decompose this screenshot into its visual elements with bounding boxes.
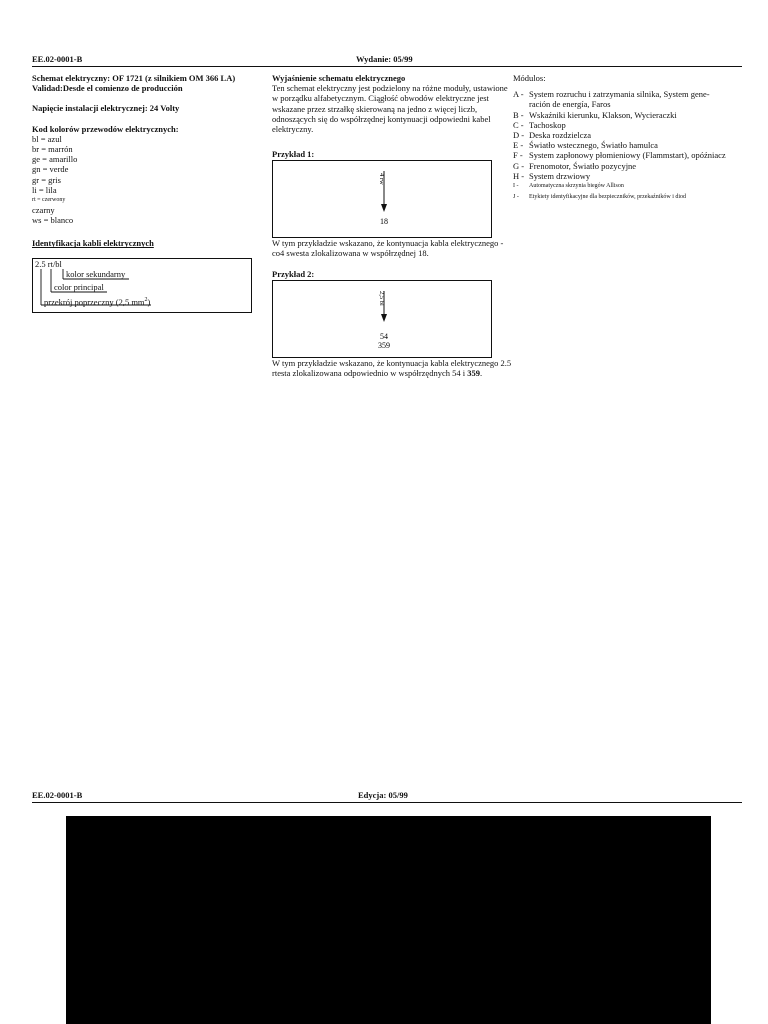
module-item [513, 161, 763, 171]
right-column [513, 73, 763, 203]
module-text: System drzwiowy [529, 170, 591, 181]
cable-section-close: ) [147, 296, 151, 307]
example2-coordinate-2: 359 [378, 341, 390, 350]
module-text: Tachoskop [529, 119, 566, 130]
example2-wire-label: 2,5 bl [378, 291, 385, 306]
module-text: System rozruchu i zatrzymania silnika, System gene- [529, 89, 710, 100]
color-code-item: bl = azul [32, 133, 62, 144]
explanation-intro: Ten schemat elektryczny jest podzielony na różne moduły, ustawione w porządku alfabetycznym. Ciągłość obwodów elektryczne jest wskazane przez strzałkę skierowaną na jedno z więcej liczb, odnoszących się do współrzędnej kontynuacji odpowiedni kabel elektryczny. [272, 83, 508, 135]
document-id: EE.02-0001-B [32, 790, 83, 800]
explanation-title: Wyjaśnienie schematu elektrycznego [272, 73, 406, 83]
example2-box [272, 280, 492, 358]
module-item [513, 110, 763, 120]
left-column [32, 73, 262, 249]
edition-label: Wydanie: 05/99 [356, 54, 413, 64]
cable-id-title: Identyfikacja kabli elektrycznych [32, 238, 154, 249]
document-id: EE.02-0001-B [32, 54, 83, 64]
cable-secondary-label: kolor sekundarny [66, 269, 126, 279]
module-key: B - [513, 109, 524, 120]
example2-caption-end: . [479, 368, 483, 379]
module-item [513, 120, 763, 130]
example2-label: Przykład 2: [272, 269, 315, 279]
module-text: Automatyczna skrzynia biegów Allison [529, 183, 624, 190]
header-rule [32, 66, 742, 67]
module-key [513, 99, 529, 109]
color-code-item: rt = czerwony [32, 197, 66, 204]
example1-caption: W tym przykładzie wskazano, że kontynuacja kabla elektrycznego - co4 swesta zlokalizowana w współrzędnej 18. [272, 238, 504, 259]
modules-title: Módulos: [513, 73, 546, 83]
modules-list [513, 89, 763, 203]
example2-coordinate-1: 54 [380, 332, 388, 341]
module-key: C - [513, 119, 524, 130]
module-key: H - [513, 170, 525, 181]
header-rule [32, 802, 742, 803]
module-item [513, 99, 763, 109]
color-code-item: br = marrón [32, 144, 73, 155]
down-arrow-icon [381, 314, 387, 322]
module-item [513, 181, 763, 192]
module-item [513, 89, 763, 99]
voltage-text: Napięcie instalacji elektrycznej: 24 Volty [32, 103, 180, 114]
color-code-list [32, 134, 262, 226]
down-arrow-icon [381, 204, 387, 212]
example1-label: Przykład 1: [272, 149, 315, 159]
module-item [513, 150, 763, 160]
cable-section-text: przekrój poprzeczny (2,5 mm [44, 296, 145, 307]
schematic-image-area [66, 816, 711, 1024]
example1-wire-label: 4 rw [378, 173, 385, 185]
cable-section-sup: 2 [144, 297, 148, 303]
cable-example: 2.5 rt/bl [35, 259, 62, 269]
module-key: F - [513, 150, 523, 161]
color-code-item: czarny [32, 205, 55, 216]
example2-diagram [273, 281, 491, 357]
cable-section-label [44, 295, 150, 307]
cable-id-box [32, 258, 252, 313]
module-text: Deska rozdzielcza [529, 130, 592, 141]
color-code-item: li = lila [32, 184, 57, 195]
module-key: I - [513, 183, 519, 190]
example1-diagram [273, 161, 491, 237]
example1-coordinate: 18 [380, 217, 388, 226]
module-item [513, 192, 763, 203]
module-text: Frenomotor, Światło pozycyjne [529, 160, 637, 171]
module-key: A - [513, 89, 524, 100]
module-key: D - [513, 130, 525, 141]
module-item [513, 140, 763, 150]
example2-caption-bold: 359 [467, 368, 480, 379]
schematic-title: Schemat elektryczny: OF 1721 (z silnikiem OM 366 LA) [32, 73, 236, 83]
module-item [513, 130, 763, 140]
module-text: Wskaźniki kierunku, Klakson, Wycieraczki [529, 109, 677, 120]
module-text: Etykiety identyfikacyjne dla bezpieczników, przekaźników i diod [529, 194, 687, 201]
color-code-title: Kod kolorów przewodów elektrycznych: [32, 123, 179, 134]
example2-caption-text: W tym przykładzie wskazano, że kontynuacja kabla elektrycznego 2.5 rtesta zlokalizowana odpowiednio w współrzędnych 54 i [272, 358, 512, 379]
cable-principal-label: color principal [54, 282, 104, 292]
validity-text: Validad:Desde el comienzo de producción [32, 83, 183, 94]
color-code-item: gn = verde [32, 164, 69, 175]
module-item [513, 171, 763, 181]
color-code-item: ws = blanco [32, 215, 74, 226]
color-code-item: ge = amarillo [32, 154, 78, 165]
module-key: G - [513, 160, 525, 171]
module-key: E - [513, 140, 524, 151]
middle-column [272, 73, 510, 134]
example1-box [272, 160, 492, 238]
edition-label: Edycja: 05/99 [358, 790, 408, 800]
module-text: System zapłonowy płomieniowy (Flammstart), opóźniacz [529, 150, 726, 161]
module-text: Światło wstecznego, Światło hamulca [529, 140, 658, 151]
module-key: J - [513, 194, 519, 201]
color-code-item: gr = gris [32, 174, 61, 185]
example2-caption [272, 358, 514, 378]
module-text: ración de energía, Faros [529, 99, 611, 110]
